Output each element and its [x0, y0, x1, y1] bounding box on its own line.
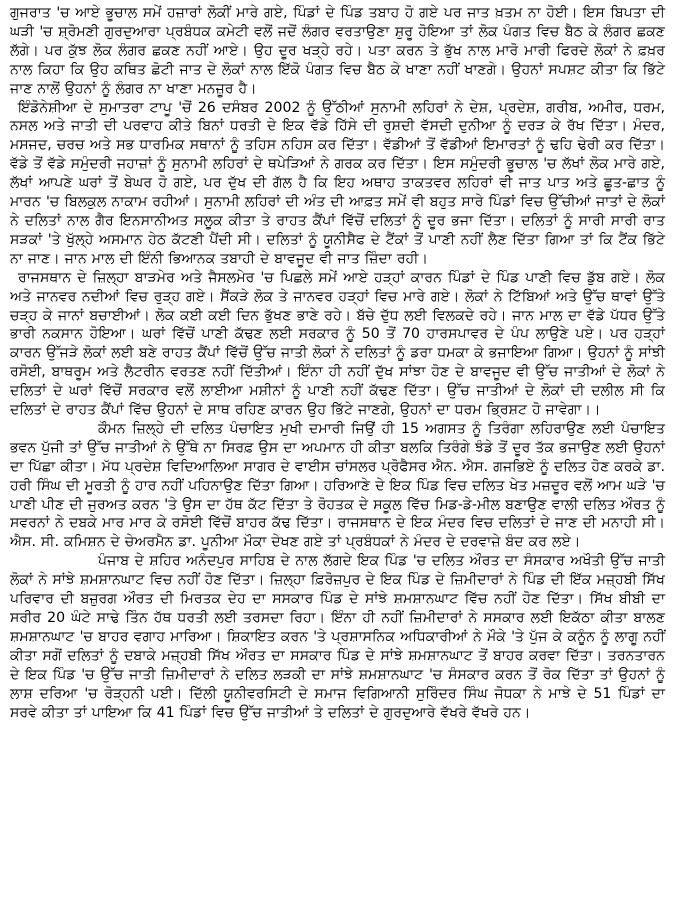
- paragraph-gujarat-earthquake: ਗੁਜਰਾਤ 'ਚ ਆਏ ਭੂਚਾਲ ਸਮੇਂ ਹਜ਼ਾਰਾਂ ਲੋਕੀਂ ਮਾਰੇ ਗਏ, ਪਿੰਡਾਂ ਦੇ ਪਿੰਡ ਤਬਾਹ ਹੋ ਗਏ ਪਰ ਜਾਤ ਖ਼ਤਮ ਨਾ ਹੋਈ। ਇਸ ਬਿਪਤਾ ਦੀ ਘੜੀ 'ਚ ਸ਼੍ਰੋਮਣੀ ਗੁਰਦੁਆਰਾ ਪ੍ਰਬੰਧਕ ਕਮੇਟੀ ਵਲੋਂ ਜਦੋਂ ਲੰਗਰ ਵਰਤਾਉਣਾ ਸ਼ੁਰੂ ਹੋਇਆ ਤਾਂ ਲੋਕ ਪੰਗਤ ਵਿਚ ਬੈਠ ਕੇ ਲੰਗਰ ਛਕਣ ਲੱਗੇ। ਪਰ ਕੁੱਝ ਲੋਕ ਲੰਗਰ ਛਕਣ ਨਹੀਂ ਆਏ। ਉਹ ਦੂਰ ਖੜ੍ਹੇ ਰਹੇ। ਪਤਾ ਕਰਨ ਤੇ ਭੁੱਖ ਨਾਲ ਮਾਰੋ ਮਾਰੀ ਫਿਰਦੇ ਲੋਕਾਂ ਨੇ ਫ਼ਖ਼ਰ ਨਾਲ ਕਿਹਾ ਕਿ ਉਹ ਕਥਿਤ ਛੋਟੀ ਜਾਤ ਦੇ ਲੋਕਾਂ ਨਾਲ ਇੱਕੋ ਪੰਗਤ ਵਿਚ ਬੈਠ ਕੇ ਖਾਣਾ ਨਹੀਂ ਖਾਣਗੇ। ਉਹਨਾਂ ਸਪਸ਼ਟ ਕੀਤਾ ਕਿ ਭਿੱਟੇ ਜਾਣ ਨਾਲੋਂ ਉਹਨਾਂ ਨੂੰ ਲੰਗਰ ਨਾ ਖਾਣਾ ਮਨਜ਼ੂਰ ਹੈ।: [10, 5, 665, 97]
- paragraph-punjab-cremation: ਪੰਜਾਬ ਦੇ ਸ਼ਹਿਰ ਅਨੰਦਪੁਰ ਸਾਹਿਬ ਦੇ ਨਾਲ ਲੱਗਦੇ ਇਕ ਪਿੰਡ 'ਚ ਦਲਿਤ ਔਰਤ ਦਾ ਸੰਸਕਾਰ ਅਖੌਤੀ ਉੱਚ ਜਾਤੀ ਲੋਕਾਂ ਨੇ ਸਾਂਝੇ ਸ਼ਮਸ਼ਾਨਘਾਟ ਵਿਚ ਨਹੀਂ ਹੋਣ ਦਿੱਤਾ। ਜ਼ਿਲ੍ਹਾ ਫ਼ਿਰੋਜ਼ਪੁਰ ਦੇ ਇਕ ਪਿੰਡ ਦੇ ਜ਼ਿਮੀਦਾਰਾਂ ਨੇ ਪਿੰਡ ਦੀ ਇੱਕ ਮਜ਼੍ਹਬੀ ਸਿੱਖ ਪਰਿਵਾਰ ਦੀ ਬਜ਼ੁਰਗ ਔਰਤ ਦੀ ਮਿਰਤਕ ਦੇਹ ਦਾ ਸਸਕਾਰ ਪਿੰਡ ਦੇ ਸਾਂਝੇ ਸ਼ਮਸ਼ਾਨਘਾਟ ਵਿੱਚ ਨਹੀਂ ਹੋਣ ਦਿੱਤਾ। ਸਿੱਖ ਬੀਬੀ ਦਾ ਸਰੀਰ 20 ਘੰਟੇ ਸਾਢੇ ਤਿੰਨ ਹੱਥ ਧਰਤੀ ਲਈ ਤਰਸਦਾ ਰਿਹਾ। ਇੰਨਾ ਹੀ ਨਹੀਂ ਜ਼ਿਮੀਦਾਰਾਂ ਨੇ ਸਸਕਾਰ ਲਈ ਇਕੱਠਾ ਕੀਤਾ ਬਾਲਣ ਸ਼ਮਸ਼ਾਨਘਾਟ 'ਚ ਬਾਹਰ ਵਗਾਹ ਮਾਰਿਆ। ਸ਼ਿਕਾਇਤ ਕਰਨ 'ਤੇ ਪ੍ਰਸ਼ਾਸਨਿਕ ਅਧਿਕਾਰੀਆਂ ਨੇ ਮੌਕੇ 'ਤੇ ਪੁੱਜ ਕੇ ਕਨੂੰਨ ਨੂੰ ਲਾਗੂ ਨਹੀਂ ਕੀਤਾ ਸਗੋਂ ਦਲਿਤਾਂ ਨੂੰ ਦਬਾਕੇ ਮਜ਼੍ਹਬੀ ਸਿੱਖ ਔਰਤ ਦਾ ਸਸਕਾਰ ਪਿੰਡ ਦੇ ਸਾਂਝੇ ਸ਼ਮਸ਼ਾਨਘਾਟ ਤੋਂ ਬਾਹਰ ਕਰਵਾ ਦਿੱਤਾ। ਤਰਨਤਾਰਨ ਦੇ ਇਕ ਪਿੰਡ 'ਚ ਉੱਚ ਜਾਤੀ ਜ਼ਿਮੀਦਾਰਾਂ ਨੇ ਦਲਿਤ ਲੜਕੀ ਦਾ ਸਾਂਝੇ ਸ਼ਮਸ਼ਾਨਘਾਟ 'ਚ ਸੰਸਕਾਰ ਕਰਨ ਤੋਂ ਰੋਕ ਦਿੱਤਾ ਤਾਂ ਉਹਨਾਂ ਨੂੰ ਲਾਸ਼ ਦਰਿਆ 'ਚ ਰੋੜ੍ਹਨੀ ਪਈ। ਦਿੱਲੀ ਯੂਨੀਵਰਸਿਟੀ ਦੇ ਸਮਾਜ ਵਿਗਿਆਨੀ ਸੁਰਿੰਦਰ ਸਿੰਘ ਜੋਧਕਾ ਨੇ ਮਾਝੇ ਦੇ 51 ਪਿੰਡਾਂ ਦਾ ਸਰਵੇ ਕੀਤਾ ਤਾਂ ਪਾਇਆ ਕਿ 41 ਪਿੰਡਾਂ ਵਿਚ ਉੱਚ ਜਾਤੀਆਂ ਤੇ ਦਲਿਤਾਂ ਦੇ ਗੁਰਦੁਆਰੇ ਵੱਖਰੇ ਵੱਖਰੇ ਹਨ।: [10, 553, 665, 721]
- paragraph-rajasthan-floods: ਰਾਜਸਥਾਨ ਦੇ ਜ਼ਿਲ੍ਹਾ ਬਾੜਮੇਰ ਅਤੇ ਜੈਸਲਮੇਰ 'ਚ ਪਿਛਲੇ ਸਮੇਂ ਆਏ ਹੜ੍ਹਾਂ ਕਾਰਨ ਪਿੰਡਾਂ ਦੇ ਪਿੰਡ ਪਾਣੀ ਵਿਚ ਡੁੱਬ ਗਏ। ਲੋਕ ਅਤੇ ਜਾਨਵਰ ਨਦੀਆਂ ਵਿਚ ਰੁੜ੍ਹ ਗਏ। ਸੈਂਕੜੇ ਲੋਕ ਤੇ ਜਾਨਵਰ ਹੜ੍ਹਾਂ ਵਿਚ ਮਾਰੇ ਗਏ। ਲੋਕਾਂ ਨੇ ਟਿੱਬਿਆਂ ਅਤੇ ਉੱਚ ਥਾਵਾਂ ਉੱਤੇ ਚੜ੍ਹ ਕੇ ਜਾਨਾਂ ਬਚਾਈਆਂ। ਲੋਕ ਕਈ ਕਈ ਦਿਨ ਭੁੱਖਣ ਭਾਣੇ ਰਹੇ। ਬੱਚੇ ਦੁੱਧ ਲਈ ਵਿਲਕਦੇ ਰਹੇ। ਜਾਨ ਮਾਲ ਦਾ ਵੱਡੇ ਪੱਧਰ ਉੱਤੇ ਭਾਰੀ ਨਕਸਾਨ ਹੋਇਆ। ਘਰਾਂ ਵਿੱਚੋਂ ਪਾਣੀ ਕੱਢਣ ਲਈ ਸਰਕਾਰ ਨੂੰ 50 ਤੋਂ 70 ਹਾਰਸਪਾਵਰ ਦੇ ਪੰਪ ਲਾਉਣੇ ਪਏ। ਪਰ ਹੜ੍ਹਾਂ ਕਾਰਨ ਉੱਜੜੇ ਲੋਕਾਂ ਲਈ ਬਣੇ ਰਾਹਤ ਕੈਂਪਾਂ ਵਿੱਚੋਂ ਉੱਚ ਜਾਤੀ ਲੋਕਾਂ ਨੇ ਦਲਿਤਾਂ ਨੂੰ ਡਰਾ ਧਮਕਾ ਕੇ ਭਜਾਇਆ ਗਿਆ। ਉਹਨਾਂ ਨੂੰ ਸਾਂਝੀ ਰਸੋਈ, ਬਾਥਰੂਮ ਅਤੇ ਲੈਟਰੀਨ ਵਰਤਣ ਨਹੀਂ ਦਿੱਤੀਆਂ। ਇੰਨਾ ਹੀ ਨਹੀਂ ਦੁੱਖ ਸਾਂਝਾ ਹੋਣ ਦੇ ਬਾਵਜੂਦ ਵੀ ਉੱਚ ਜਾਤੀਆਂ ਦੇ ਲੋਕਾਂ ਨੇ ਦਲਿਤਾਂ ਦੇ ਘਰਾਂ ਵਿੱਚੋਂ ਸਰਕਾਰ ਵਲੋਂ ਲਾਈਆ ਮਸ਼ੀਨਾਂ ਨੂੰ ਪਾਣੀ ਨਹੀਂ ਕੱਢਣ ਦਿੱਤਾ। ਉੱਚ ਜਾਤੀਆਂ ਦੇ ਲੋਕਾਂ ਦੀ ਦਲੀਲ ਸੀ ਕਿ ਦਲਿਤਾਂ ਦੇ ਰਾਹਤ ਕੈਂਪਾਂ ਵਿੱਚ ਉਹਨਾਂ ਦੇ ਸਾਥ ਰਹਿਣ ਕਾਰਨ ਉਹ ਭਿੱਟੇ ਜਾਣਗੇ, ਉਹਨਾਂ ਦਾ ਧਰਮ ਭ੍ਰਿਸ਼ਟ ਹੋ ਜਾਵੇਗਾ।।: [10, 269, 665, 419]
- paragraph-tsunami: ਇੰਡੋਨੇਸ਼ੀਆ ਦੇ ਸੁਮਾਤਰਾ ਟਾਪੂ 'ਚੋਂ 26 ਦਸੰਬਰ 2002 ਨੂੰ ਉੱਠੀਆਂ ਸੁਨਾਮੀ ਲਹਿਰਾਂ ਨੇ ਦੇਸ਼, ਪ੍ਰਦੇਸ਼, ਗਰੀਬ, ਅਮੀਰ, ਧਰਮ, ਨਸਲ ਅਤੇ ਜਾਤੀ ਦੀ ਪਰਵਾਹ ਕੀਤੇ ਬਿਨਾਂ ਧਰਤੀ ਦੇ ਇਕ ਵੱਡੇ ਹਿੱਸੇ ਦੀ ਰੁਸ਼ਦੀ ਵੱਸਦੀ ਦੁਨੀਆ ਨੂੰ ਦਰੜ ਕੇ ਰੱਖ ਦਿੱਤਾ। ਮੰਦਰ, ਮਸਜਦ, ਚਰਚ ਅਤੇ ਸਭ ਧਾਰਮਿਕ ਸਥਾਨਾਂ ਨੂੰ ਤਹਿਸ ਨਹਿਸ ਕਰ ਦਿੱਤਾ। ਵੱਡੀਆਂ ਤੋਂ ਵੱਡੀਆਂ ਇਮਾਰਤਾਂ ਨੂੰ ਢਹਿ ਢੇਰੀ ਕਰ ਦਿੱਤਾ। ਵੱਡੇ ਤੋਂ ਵੱਡੇ ਸਮੁੰਦਰੀ ਜਹਾਜ਼ਾਂ ਨੂੰ ਸੁਨਾਮੀ ਲਹਿਰਾਂ ਦੇ ਥਪੇੜਿਆਂ ਨੇ ਗਰਕ ਕਰ ਦਿੱਤਾ। ਇਸ ਸਮੁੰਦਰੀ ਭੂਚਾਲ 'ਚ ਲੱਖਾਂ ਲੋਕ ਮਾਰੇ ਗਏ, ਲੱਖਾਂ ਆਪਣੇ ਘਰਾਂ ਤੋਂ ਬੇਘਰ ਹੋ ਗਏ, ਪਰ ਦੁੱਖ ਦੀ ਗੱਲ ਹੈ ਕਿ ਇਹ ਅਥਾਹ ਤਾਕਤਵਰ ਲਹਿਰਾਂ ਵੀ ਜਾਤ ਪਾਤ ਅਤੇ ਛੂਤ-ਛਾਤ ਨੂੰ ਮਾਰਨ 'ਚ ਬਿਲਕੁਲ ਨਾਕਾਮ ਰਹੀਆਂ। ਸੁਨਾਮੀ ਲਹਿਰਾਂ ਦੀ ਅੰਤ ਦੀ ਆਫ਼ਤ ਸਮੇਂ ਵੀ ਬਹੁਤ ਸਾਰੇ ਪਿੰਡਾਂ ਵਿਚ ਉੱਚੀਆਂ ਜਾਤਾਂ ਦੇ ਲੋਕਾਂ ਨੇ ਦਲਿਤਾਂ ਨਾਲ ਗੈਰ ਇਨਸਾਨੀਅਤ ਸਲੂਕ ਕੀਤਾ ਤੇ ਰਾਹਤ ਕੈਂਪਾਂ ਵਿੱਚੋਂ ਦਲਿਤਾਂ ਨੂੰ ਦੂਰ ਭਜਾ ਦਿੱਤਾ। ਦਲਿਤਾਂ ਨੂੰ ਸਾਰੀ ਸਾਰੀ ਰਾਤ ਸੜਕਾਂ 'ਤੇ ਖੁੱਲ੍ਹੇ ਅਸਮਾਨ ਹੇਠ ਕੱਟਣੀ ਪੈਂਦੀ ਸੀ। ਦਲਿਤਾਂ ਨੂੰ ਯੂਨੀਸੈਫ ਦੇ ਟੈਂਕਾਂ ਤੋਂ ਪਾਣੀ ਨਹੀਂ ਲੈਣ ਦਿੱਤਾ ਗਿਆ ਤਾਂ ਕਿ ਟੈਂਕ ਭਿੱਟੇ ਨਾ ਜਾਣ। ਜਾਨ ਮਾਲ ਦੀ ਇੰਨੀ ਭਿਆਨਕ ਤਬਾਹੀ ਦੇ ਬਾਵਜੂਦ ਵੀ ਜਾਤ ਜ਼ਿੰਦਾ ਰਹੀ।: [10, 99, 665, 267]
- paragraph-caste-incidents: ਕੌਮਨ ਜ਼ਿਲ੍ਹੇ ਦੀ ਦਲਿਤ ਪੰਚਾਇਤ ਮੁਖੀ ਦਮਾਰੀ ਜਿਉਂ ਹੀ 15 ਅਗਸਤ ਨੂੰ ਤਿਰੰਗਾ ਲਹਿਰਾਉਣ ਲਈ ਪੰਚਾਇਤ ਭਵਨ ਪੁੱਜੀ ਤਾਂ ਉੱਚ ਜਾਤੀਆਂ ਨੇ ਉੱਥੇ ਨਾ ਸਿਰਫ਼ ਉਸ ਦਾ ਅਪਮਾਨ ਹੀ ਕੀਤਾ ਬਲਕਿ ਤਿਰੰਗੇ ਝੰਡੇ ਤੋਂ ਦੂਰ ਤੱਕ ਭਜਾਉਣ ਲਈ ਉਹਨਾਂ ਦਾ ਪਿੱਛਾ ਕੀਤਾ। ਮੱਧ ਪ੍ਰਦੇਸ਼ ਵਿਦਿਆਲਿਆ ਸਾਗਰ ਦੇ ਵਾਈਸ ਚਾਂਸਲਰ ਪ੍ਰੋਫੈਸਰ ਐਨ. ਐਸ. ਗਜਭਿਏ ਨੂੰ ਦਲਿਤ ਹੋਣ ਕਰਕੇ ਡਾ. ਹਰੀ ਸਿੰਘ ਦੀ ਮੂਰਤੀ ਨੂੰ ਹਾਰ ਨਹੀਂ ਪਹਿਨਾਉਣ ਦਿੱਤਾ ਗਿਆ। ਹਰਿਆਣੇ ਦੇ ਇਕ ਪਿੰਡ ਵਿਚ ਦਲਿਤ ਖੇਤ ਮਜ਼ਦੂਰ ਵਲੋਂ ਆਮ ਘੜੇ 'ਚ ਪਾਣੀ ਪੀਣ ਦੀ ਜੁਰਅਤ ਕਰਨ 'ਤੇ ਉਸ ਦਾ ਹੱਥ ਕੱਟ ਦਿੱਤਾ ਤੇ ਰੋਹਤਕ ਦੇ ਸਕੂਲ ਵਿੱਚ ਮਿਡ-ਡੇ-ਮੀਲ ਬਣਾਉਣ ਵਾਲੀ ਦਲਿਤ ਔਰਤ ਨੂੰ ਸਵਰਨਾਂ ਨੇ ਦਬਕੇ ਮਾਰ ਮਾਰ ਕੇ ਰਸੋਈ ਵਿੱਚੋਂ ਬਾਹਰ ਕੱਢ ਦਿੱਤਾ। ਰਾਜਸਥਾਨ ਦੇ ਇਕ ਮੰਦਰ ਵਿਚ ਦਲਿਤਾਂ ਦੇ ਜਾਣ ਦੀ ਮਨਾਹੀ ਸੀ। ਐਸ. ਸੀ. ਕਮਿਸ਼ਨ ਦੇ ਚੇਅਰਮੈਨ ਡਾ. ਪੂਨੀਆ ਮੌਕਾ ਦੇਖਣ ਗਏ ਤਾਂ ਪ੍ਰਬੰਧਕਾਂ ਨੇ ਮੰਦਰ ਦੇ ਦਰਵਾਜ਼ੇ ਬੰਦ ਕਰ ਲਏ।: [10, 420, 665, 551]
